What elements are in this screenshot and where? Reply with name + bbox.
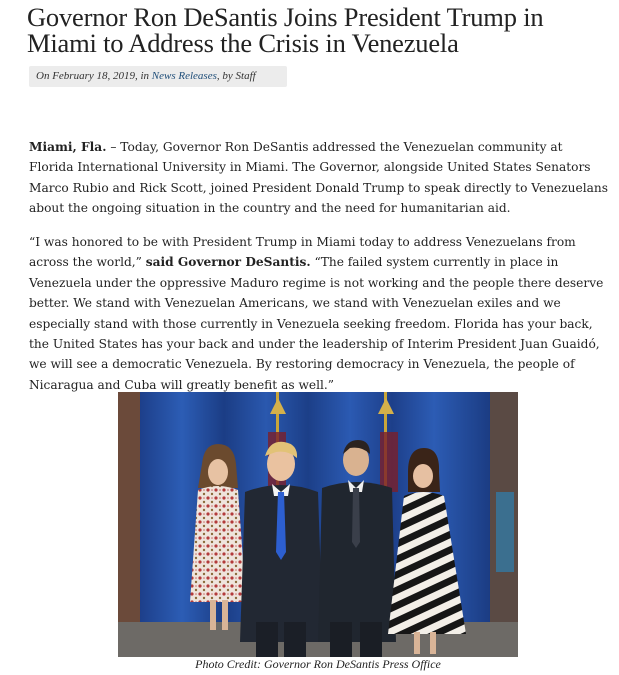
post-meta — [29, 66, 287, 87]
title-line-1: Governor Ron DeSantis Joins President Trump in — [27, 2, 544, 32]
photo-caption: Photo Credit: Governor Ron DeSantis Press Office — [195, 657, 441, 671]
article-paragraph-2 — [29, 232, 609, 395]
quote-attribution: said Governor DeSantis. — [145, 255, 311, 270]
paragraph-1-text: – Today, Governor Ron DeSantis addressed the Venezuelan community at Florida International University in Miami. The Governor, alongside United States Senators Marco Rubio and Rick Scott, joined President Donald Trump to speak directly to Venezuelans about the ongoing situation in the country and the need for humanitarian aid. — [29, 140, 609, 216]
category-link[interactable]: News Releases — [151, 70, 217, 82]
post-author: Staff — [235, 70, 256, 82]
quote-end: “The failed system currently in place in Venezuela under the oppressive Maduro regime is not working and the people there deserve better. We stand with Venezuelan Americans, we stand with Venezuelan exiles and we especially stand with those currently in Venezuela seeking freedom. Florida has your back, the United States has your back and under the leadership of Interim President Juan Guaidó, we will see a democratic Venezuela. By restoring democracy in Venezuela, the people of Nicaragua and Cuba will greatly benefit as well.” — [29, 255, 604, 392]
post-date: On February 18, 2019, in — [36, 70, 152, 82]
meta-separator: , by — [216, 70, 236, 82]
quote-start: “I was honored to be with President Trump in Miami today to address Venezuelans from across the world,” — [29, 235, 576, 270]
article-photo — [118, 392, 518, 657]
article-title — [27, 4, 607, 56]
article-paragraph-1 — [29, 137, 609, 219]
title-line-2: Miami to Address the Crisis in Venezuela — [27, 28, 459, 58]
dateline: Miami, Fla. — [29, 140, 107, 154]
